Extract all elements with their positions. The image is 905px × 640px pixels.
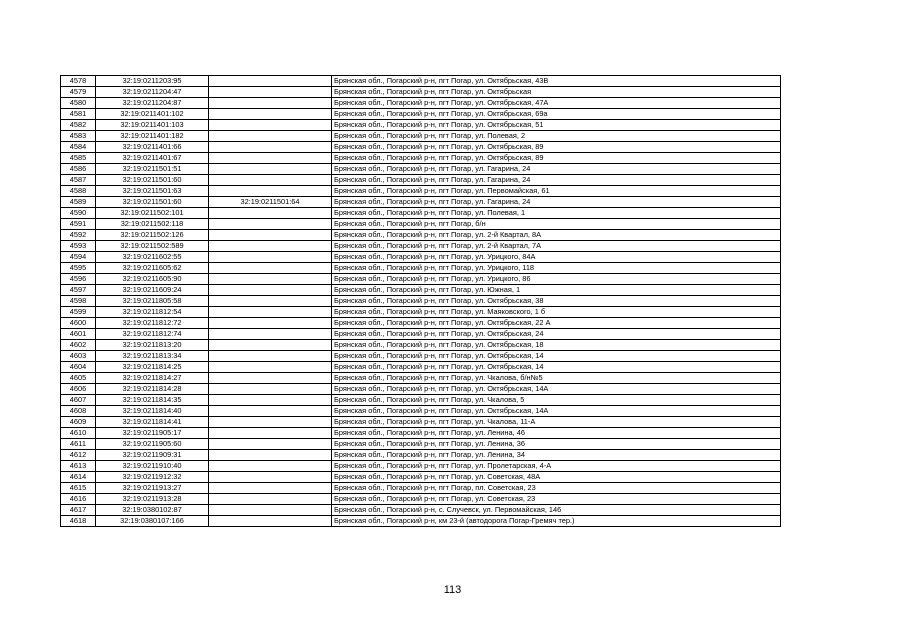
cadastral-number-cell: 32:19:0211502:589	[96, 241, 209, 252]
previous-number-cell	[209, 395, 332, 406]
table-row	[61, 362, 781, 373]
address-cell: Брянская обл., Погарский р-н, пгт Погар, ул. Октябрьская, 14А	[332, 406, 781, 417]
address-cell: Брянская обл., Погарский р-н, пгт Погар, ул. Октябрьская	[332, 87, 781, 98]
address-cell: Брянская обл., Погарский р-н, пгт Погар, ул. Советская, 48А	[332, 472, 781, 483]
table-row	[61, 142, 781, 153]
previous-number-cell: 32:19:0211501:64	[209, 197, 332, 208]
address-cell: Брянская обл., Погарский р-н, пгт Погар, ул. Октябрьская, 18	[332, 340, 781, 351]
address-cell: Брянская обл., Погарский р-н, пгт Погар, ул. Октябрьская, 47А	[332, 98, 781, 109]
previous-number-cell	[209, 417, 332, 428]
address-cell: Брянская обл., Погарский р-н, пгт Погар, ул. Октябрьская, 38	[332, 296, 781, 307]
row-number-cell: 4603	[61, 351, 96, 362]
cadastral-number-cell: 32:19:0211910:40	[96, 461, 209, 472]
cadastral-number-cell: 32:19:0211501:63	[96, 186, 209, 197]
row-number-cell: 4587	[61, 175, 96, 186]
table-row	[61, 296, 781, 307]
previous-number-cell	[209, 362, 332, 373]
address-cell: Брянская обл., Погарский р-н, пгт Погар, ул. Чкалова, 5	[332, 395, 781, 406]
cadastral-number-cell: 32:19:0211605:90	[96, 274, 209, 285]
cadastral-number-cell: 32:19:0211502:118	[96, 219, 209, 230]
address-cell: Брянская обл., Погарский р-н, пгт Погар, ул. Ленина, 46	[332, 428, 781, 439]
table-row	[61, 109, 781, 120]
previous-number-cell	[209, 505, 332, 516]
table-row	[61, 417, 781, 428]
cadastral-number-cell: 32:19:0211204:87	[96, 98, 209, 109]
address-cell: Брянская обл., Погарский р-н, пгт Погар, ул. Гагарина, 24	[332, 175, 781, 186]
address-cell: Брянская обл., Погарский р-н, пгт Погар, ул. Ленина, 36	[332, 439, 781, 450]
row-number-cell: 4617	[61, 505, 96, 516]
cadastral-number-cell: 32:19:0211602:55	[96, 252, 209, 263]
row-number-cell: 4614	[61, 472, 96, 483]
previous-number-cell	[209, 285, 332, 296]
table-row	[61, 395, 781, 406]
cadastral-number-cell: 32:19:0211814:40	[96, 406, 209, 417]
table-row	[61, 483, 781, 494]
row-number-cell: 4607	[61, 395, 96, 406]
cadastral-table	[60, 75, 781, 527]
table-row	[61, 274, 781, 285]
address-cell: Брянская обл., Погарский р-н, пгт Погар, ул. Ленина, 34	[332, 450, 781, 461]
table-row	[61, 208, 781, 219]
previous-number-cell	[209, 296, 332, 307]
row-number-cell: 4602	[61, 340, 96, 351]
cadastral-number-cell: 32:19:0211813:20	[96, 340, 209, 351]
previous-number-cell	[209, 76, 332, 87]
previous-number-cell	[209, 318, 332, 329]
table-row	[61, 318, 781, 329]
row-number-cell: 4590	[61, 208, 96, 219]
cadastral-number-cell: 32:19:0211812:54	[96, 307, 209, 318]
address-cell: Брянская обл., Погарский р-н, пгт Погар, ул. Октябрьская, 22 А	[332, 318, 781, 329]
table-row	[61, 252, 781, 263]
cadastral-number-cell: 32:19:0211501:51	[96, 164, 209, 175]
row-number-cell: 4584	[61, 142, 96, 153]
table-row	[61, 307, 781, 318]
cadastral-number-cell: 32:19:0211905:17	[96, 428, 209, 439]
row-number-cell: 4589	[61, 197, 96, 208]
address-cell: Брянская обл., Погарский р-н, пгт Погар, ул. Октябрьская, 14	[332, 351, 781, 362]
cadastral-number-cell: 32:19:0211501:60	[96, 197, 209, 208]
row-number-cell: 4581	[61, 109, 96, 120]
previous-number-cell	[209, 252, 332, 263]
address-cell: Брянская обл., Погарский р-н, пгт Погар, ул. Октябрьская, 14А	[332, 384, 781, 395]
cadastral-number-cell: 32:19:0211502:126	[96, 230, 209, 241]
table-row	[61, 494, 781, 505]
cadastral-number-cell: 32:19:0211814:27	[96, 373, 209, 384]
cadastral-number-cell: 32:19:0211401:182	[96, 131, 209, 142]
previous-number-cell	[209, 263, 332, 274]
row-number-cell: 4582	[61, 120, 96, 131]
table-row	[61, 131, 781, 142]
cadastral-number-cell: 32:19:0211401:66	[96, 142, 209, 153]
row-number-cell: 4578	[61, 76, 96, 87]
address-cell: Брянская обл., Погарский р-н, пгт Погар, ул. Маяковского, 1 б	[332, 307, 781, 318]
address-cell: Брянская обл., Погарский р-н, пгт Погар, ул. Пролетарская, 4-А	[332, 461, 781, 472]
cadastral-number-cell: 32:19:0211912:32	[96, 472, 209, 483]
previous-number-cell	[209, 472, 332, 483]
row-number-cell: 4611	[61, 439, 96, 450]
row-number-cell: 4609	[61, 417, 96, 428]
row-number-cell: 4612	[61, 450, 96, 461]
previous-number-cell	[209, 109, 332, 120]
previous-number-cell	[209, 175, 332, 186]
cadastral-number-cell: 32:19:0211814:41	[96, 417, 209, 428]
previous-number-cell	[209, 186, 332, 197]
table-row	[61, 186, 781, 197]
table-row	[61, 197, 781, 208]
cadastral-number-cell: 32:19:0211805:58	[96, 296, 209, 307]
table-row	[61, 175, 781, 186]
row-number-cell: 4585	[61, 153, 96, 164]
address-cell: Брянская обл., Погарский р-н, пгт Погар, ул. Урицкого, 118	[332, 263, 781, 274]
previous-number-cell	[209, 373, 332, 384]
table-row	[61, 472, 781, 483]
page-number: 113	[443, 584, 462, 596]
row-number-cell: 4604	[61, 362, 96, 373]
table-row	[61, 450, 781, 461]
row-number-cell: 4599	[61, 307, 96, 318]
table-row	[61, 439, 781, 450]
previous-number-cell	[209, 450, 332, 461]
row-number-cell: 4596	[61, 274, 96, 285]
table-row	[61, 87, 781, 98]
cadastral-number-cell: 32:19:0211401:67	[96, 153, 209, 164]
address-cell: Брянская обл., Погарский р-н, пгт Погар, ул. Южная, 1	[332, 285, 781, 296]
cadastral-number-cell: 32:19:0211204:47	[96, 87, 209, 98]
address-cell: Брянская обл., Погарский р-н, пгт Погар, ул. Чкалова, 11-А	[332, 417, 781, 428]
row-number-cell: 4616	[61, 494, 96, 505]
table-row	[61, 230, 781, 241]
previous-number-cell	[209, 461, 332, 472]
address-cell: Брянская обл., Погарский р-н, пгт Погар, ул. Октябрьская, 14	[332, 362, 781, 373]
address-cell: Брянская обл., Погарский р-н, пгт Погар, ул. Октябрьская, 89	[332, 153, 781, 164]
previous-number-cell	[209, 164, 332, 175]
cadastral-number-cell: 32:19:0380107:166	[96, 516, 209, 527]
address-cell: Брянская обл., Погарский р-н, км 23-й (автодорога Погар-Гремяч тер.)	[332, 516, 781, 527]
address-cell: Брянская обл., Погарский р-н, пгт Погар, ул. Октябрьская, 89	[332, 142, 781, 153]
row-number-cell: 4579	[61, 87, 96, 98]
row-number-cell: 4583	[61, 131, 96, 142]
previous-number-cell	[209, 153, 332, 164]
previous-number-cell	[209, 131, 332, 142]
previous-number-cell	[209, 340, 332, 351]
cadastral-number-cell: 32:19:0211203:95	[96, 76, 209, 87]
table-row	[61, 351, 781, 362]
previous-number-cell	[209, 384, 332, 395]
address-cell: Брянская обл., Погарский р-н, с. Случевск, ул. Первомайская, 146	[332, 505, 781, 516]
cadastral-number-cell: 32:19:0211501:60	[96, 175, 209, 186]
row-number-cell: 4594	[61, 252, 96, 263]
cadastral-number-cell: 32:19:0211502:101	[96, 208, 209, 219]
cadastral-number-cell: 32:19:0211812:72	[96, 318, 209, 329]
table-row	[61, 285, 781, 296]
cadastral-number-cell: 32:19:0211909:31	[96, 450, 209, 461]
table-row	[61, 340, 781, 351]
table-row	[61, 241, 781, 252]
address-cell: Брянская обл., Погарский р-н, пгт Погар, ул. Октябрьская, 69а	[332, 109, 781, 120]
previous-number-cell	[209, 351, 332, 362]
previous-number-cell	[209, 208, 332, 219]
row-number-cell: 4601	[61, 329, 96, 340]
cadastral-number-cell: 32:19:0211605:62	[96, 263, 209, 274]
row-number-cell: 4605	[61, 373, 96, 384]
cadastral-number-cell: 32:19:0211913:27	[96, 483, 209, 494]
row-number-cell: 4618	[61, 516, 96, 527]
previous-number-cell	[209, 219, 332, 230]
row-number-cell: 4593	[61, 241, 96, 252]
address-cell: Брянская обл., Погарский р-н, пгт Погар, ул. Октябрьская, 24	[332, 329, 781, 340]
row-number-cell: 4598	[61, 296, 96, 307]
row-number-cell: 4591	[61, 219, 96, 230]
table-row	[61, 516, 781, 527]
previous-number-cell	[209, 329, 332, 340]
address-cell: Брянская обл., Погарский р-н, пгт Погар, ул. Чкалова, б/н№5	[332, 373, 781, 384]
cadastral-number-cell: 32:19:0211814:25	[96, 362, 209, 373]
previous-number-cell	[209, 120, 332, 131]
table-row	[61, 384, 781, 395]
cadastral-number-cell: 32:19:0211812:74	[96, 329, 209, 340]
table-row	[61, 263, 781, 274]
cadastral-number-cell: 32:19:0211401:103	[96, 120, 209, 131]
address-cell: Брянская обл., Погарский р-н, пгт Погар, ул. Полевая, 2	[332, 131, 781, 142]
previous-number-cell	[209, 230, 332, 241]
row-number-cell: 4615	[61, 483, 96, 494]
address-cell: Брянская обл., Погарский р-н, пгт Погар, ул. Советская, 23	[332, 494, 781, 505]
row-number-cell: 4592	[61, 230, 96, 241]
previous-number-cell	[209, 307, 332, 318]
address-cell: Брянская обл., Погарский р-н, пгт Погар, ул. Полевая, 1	[332, 208, 781, 219]
previous-number-cell	[209, 428, 332, 439]
previous-number-cell	[209, 87, 332, 98]
table-row	[61, 505, 781, 516]
address-cell: Брянская обл., Погарский р-н, пгт Погар, ул. 2-й Квартал, 7А	[332, 241, 781, 252]
cadastral-number-cell: 32:19:0211905:60	[96, 439, 209, 450]
address-cell: Брянская обл., Погарский р-н, пгт Погар, ул. Урицкого, 86	[332, 274, 781, 285]
previous-number-cell	[209, 516, 332, 527]
cadastral-number-cell: 32:19:0211913:28	[96, 494, 209, 505]
table-row	[61, 164, 781, 175]
table-row	[61, 461, 781, 472]
table-row	[61, 428, 781, 439]
table-row	[61, 76, 781, 87]
cadastral-number-cell: 32:19:0380102:87	[96, 505, 209, 516]
address-cell: Брянская обл., Погарский р-н, пгт Погар, ул. Гагарина, 24	[332, 164, 781, 175]
table-row	[61, 153, 781, 164]
table-row	[61, 98, 781, 109]
table-row	[61, 406, 781, 417]
row-number-cell: 4600	[61, 318, 96, 329]
address-cell: Брянская обл., Погарский р-н, пгт Погар, ул. Октябрьская, 51	[332, 120, 781, 131]
cadastral-number-cell: 32:19:0211401:102	[96, 109, 209, 120]
row-number-cell: 4608	[61, 406, 96, 417]
table-row	[61, 120, 781, 131]
previous-number-cell	[209, 241, 332, 252]
table-row	[61, 329, 781, 340]
row-number-cell: 4606	[61, 384, 96, 395]
previous-number-cell	[209, 483, 332, 494]
address-cell: Брянская обл., Погарский р-н, пгт Погар, б/н	[332, 219, 781, 230]
table-row	[61, 219, 781, 230]
row-number-cell: 4586	[61, 164, 96, 175]
row-number-cell: 4597	[61, 285, 96, 296]
table-row	[61, 373, 781, 384]
address-cell: Брянская обл., Погарский р-н, пгт Погар, пл. Советская, 23	[332, 483, 781, 494]
previous-number-cell	[209, 142, 332, 153]
cadastral-number-cell: 32:19:0211813:34	[96, 351, 209, 362]
row-number-cell: 4595	[61, 263, 96, 274]
row-number-cell: 4588	[61, 186, 96, 197]
cadastral-number-cell: 32:19:0211609:24	[96, 285, 209, 296]
row-number-cell: 4580	[61, 98, 96, 109]
previous-number-cell	[209, 439, 332, 450]
address-cell: Брянская обл., Погарский р-н, пгт Погар, ул. Урицкого, 84А	[332, 252, 781, 263]
address-cell: Брянская обл., Погарский р-н, пгт Погар, ул. Октябрьская, 43В	[332, 76, 781, 87]
previous-number-cell	[209, 274, 332, 285]
cadastral-table-body	[61, 76, 781, 527]
row-number-cell: 4610	[61, 428, 96, 439]
address-cell: Брянская обл., Погарский р-н, пгт Погар, ул. Первомайская, 61	[332, 186, 781, 197]
cadastral-number-cell: 32:19:0211814:35	[96, 395, 209, 406]
address-cell: Брянская обл., Погарский р-н, пгт Погар, ул. 2-й Квартал, 8А	[332, 230, 781, 241]
previous-number-cell	[209, 98, 332, 109]
previous-number-cell	[209, 406, 332, 417]
row-number-cell: 4613	[61, 461, 96, 472]
address-cell: Брянская обл., Погарский р-н, пгт Погар, ул. Гагарина, 24	[332, 197, 781, 208]
cadastral-number-cell: 32:19:0211814:28	[96, 384, 209, 395]
previous-number-cell	[209, 494, 332, 505]
